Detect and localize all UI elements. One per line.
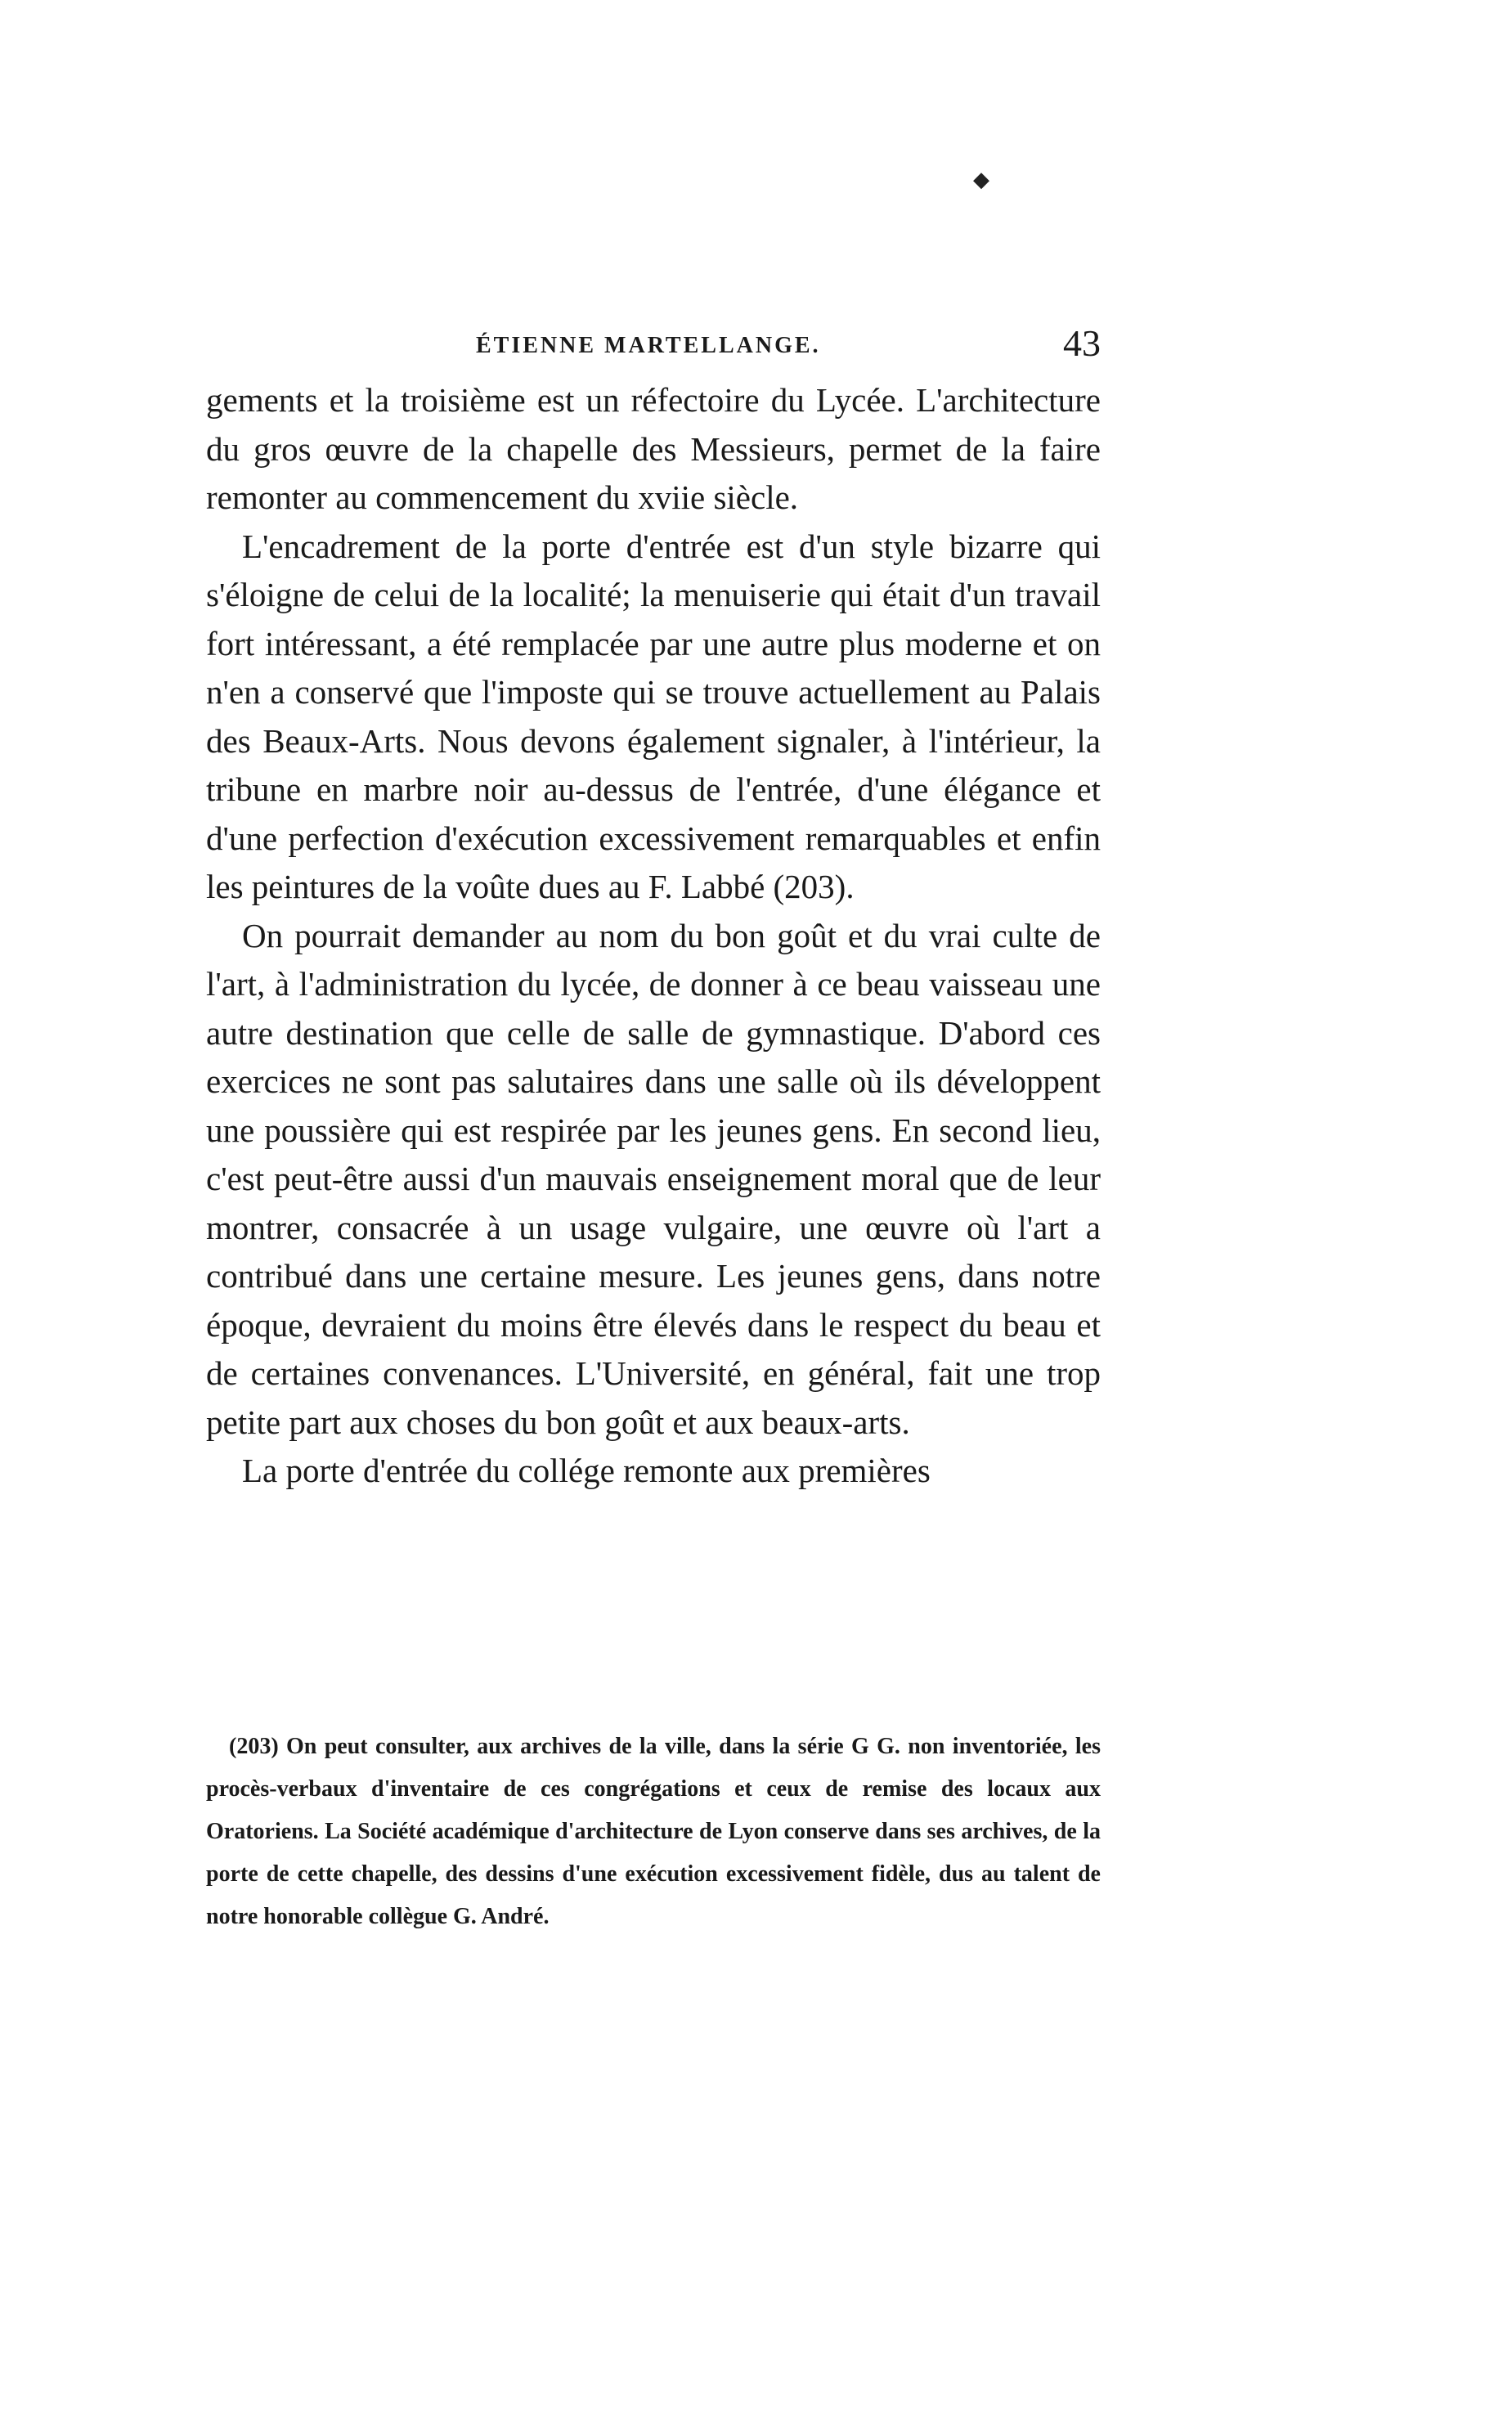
page-header (206, 321, 1101, 370)
running-head: ÉTIENNE MARTELLANGE. (476, 333, 821, 358)
paragraph-4: La porte d'entrée du collége remonte aux premières (242, 1452, 931, 1489)
page-number: 43 (1063, 322, 1101, 364)
paragraph-3: On pourrait demander au nom du bon goût et du vrai culte de l'art, à l'administration du lycée, de donner à ce beau vaisseau une autre destination que celle de salle de gymnastique. D'abord ces exercices ne sont pas salutaires dans une salle où ils développent une poussière qui est respirée par les jeunes gens. En second lieu, c'est peut-être aussi d'un mauvais enseignement moral que de leur montrer, consacrée à un usage vulgaire, une œuvre où l'art a contribué dans une certaine mesure. Les jeunes gens, dans notre époque, devraient du moins être élevés dans le respect du beau et de certaines convenances. L'Université, en général, fait une trop petite part aux choses du bon goût et aux beaux-arts. (206, 916, 1101, 1441)
main-text (206, 376, 1101, 1496)
ink-speck: ◆ (973, 168, 989, 191)
footnote-text: (203) On peut consulter, aux archives de la ville, dans la série G G. non inventoriée, les procès-verbaux d'inventaire de ces congrégations et ceux de remise des locaux aux Oratoriens. La Société académique d'architecture de Lyon conserve dans ses archives, de la porte de cette chapelle, des dessins d'une exécution excessivement fidèle, dus au talent de notre honorable collègue G. André. (206, 1734, 1101, 1929)
paragraph-2: L'encadrement de la porte d'entrée est d'un style bizarre qui s'éloigne de celui de la localité; la menuiserie qui était d'un travail fort intéressant, a été remplacée par une autre plus moderne et on n'en a conservé que l'imposte qui se trouve actuellement au Palais des Beaux-Arts. Nous devons également signaler, à l'intérieur, la tribune en marbre noir au-dessus de l'entrée, d'une élégance et d'une perfection d'exécution excessivement remarquables et enfin les peintures de la voûte dues au F. Labbé (203). (206, 527, 1101, 905)
footnote (206, 1726, 1101, 1938)
paragraph-1: gements et la troisième est un réfectoire du Lycée. L'architecture du gros œuvre de la chapelle des Messieurs, permet de la faire remonter au commencement du xviie siècle. (206, 381, 1101, 516)
